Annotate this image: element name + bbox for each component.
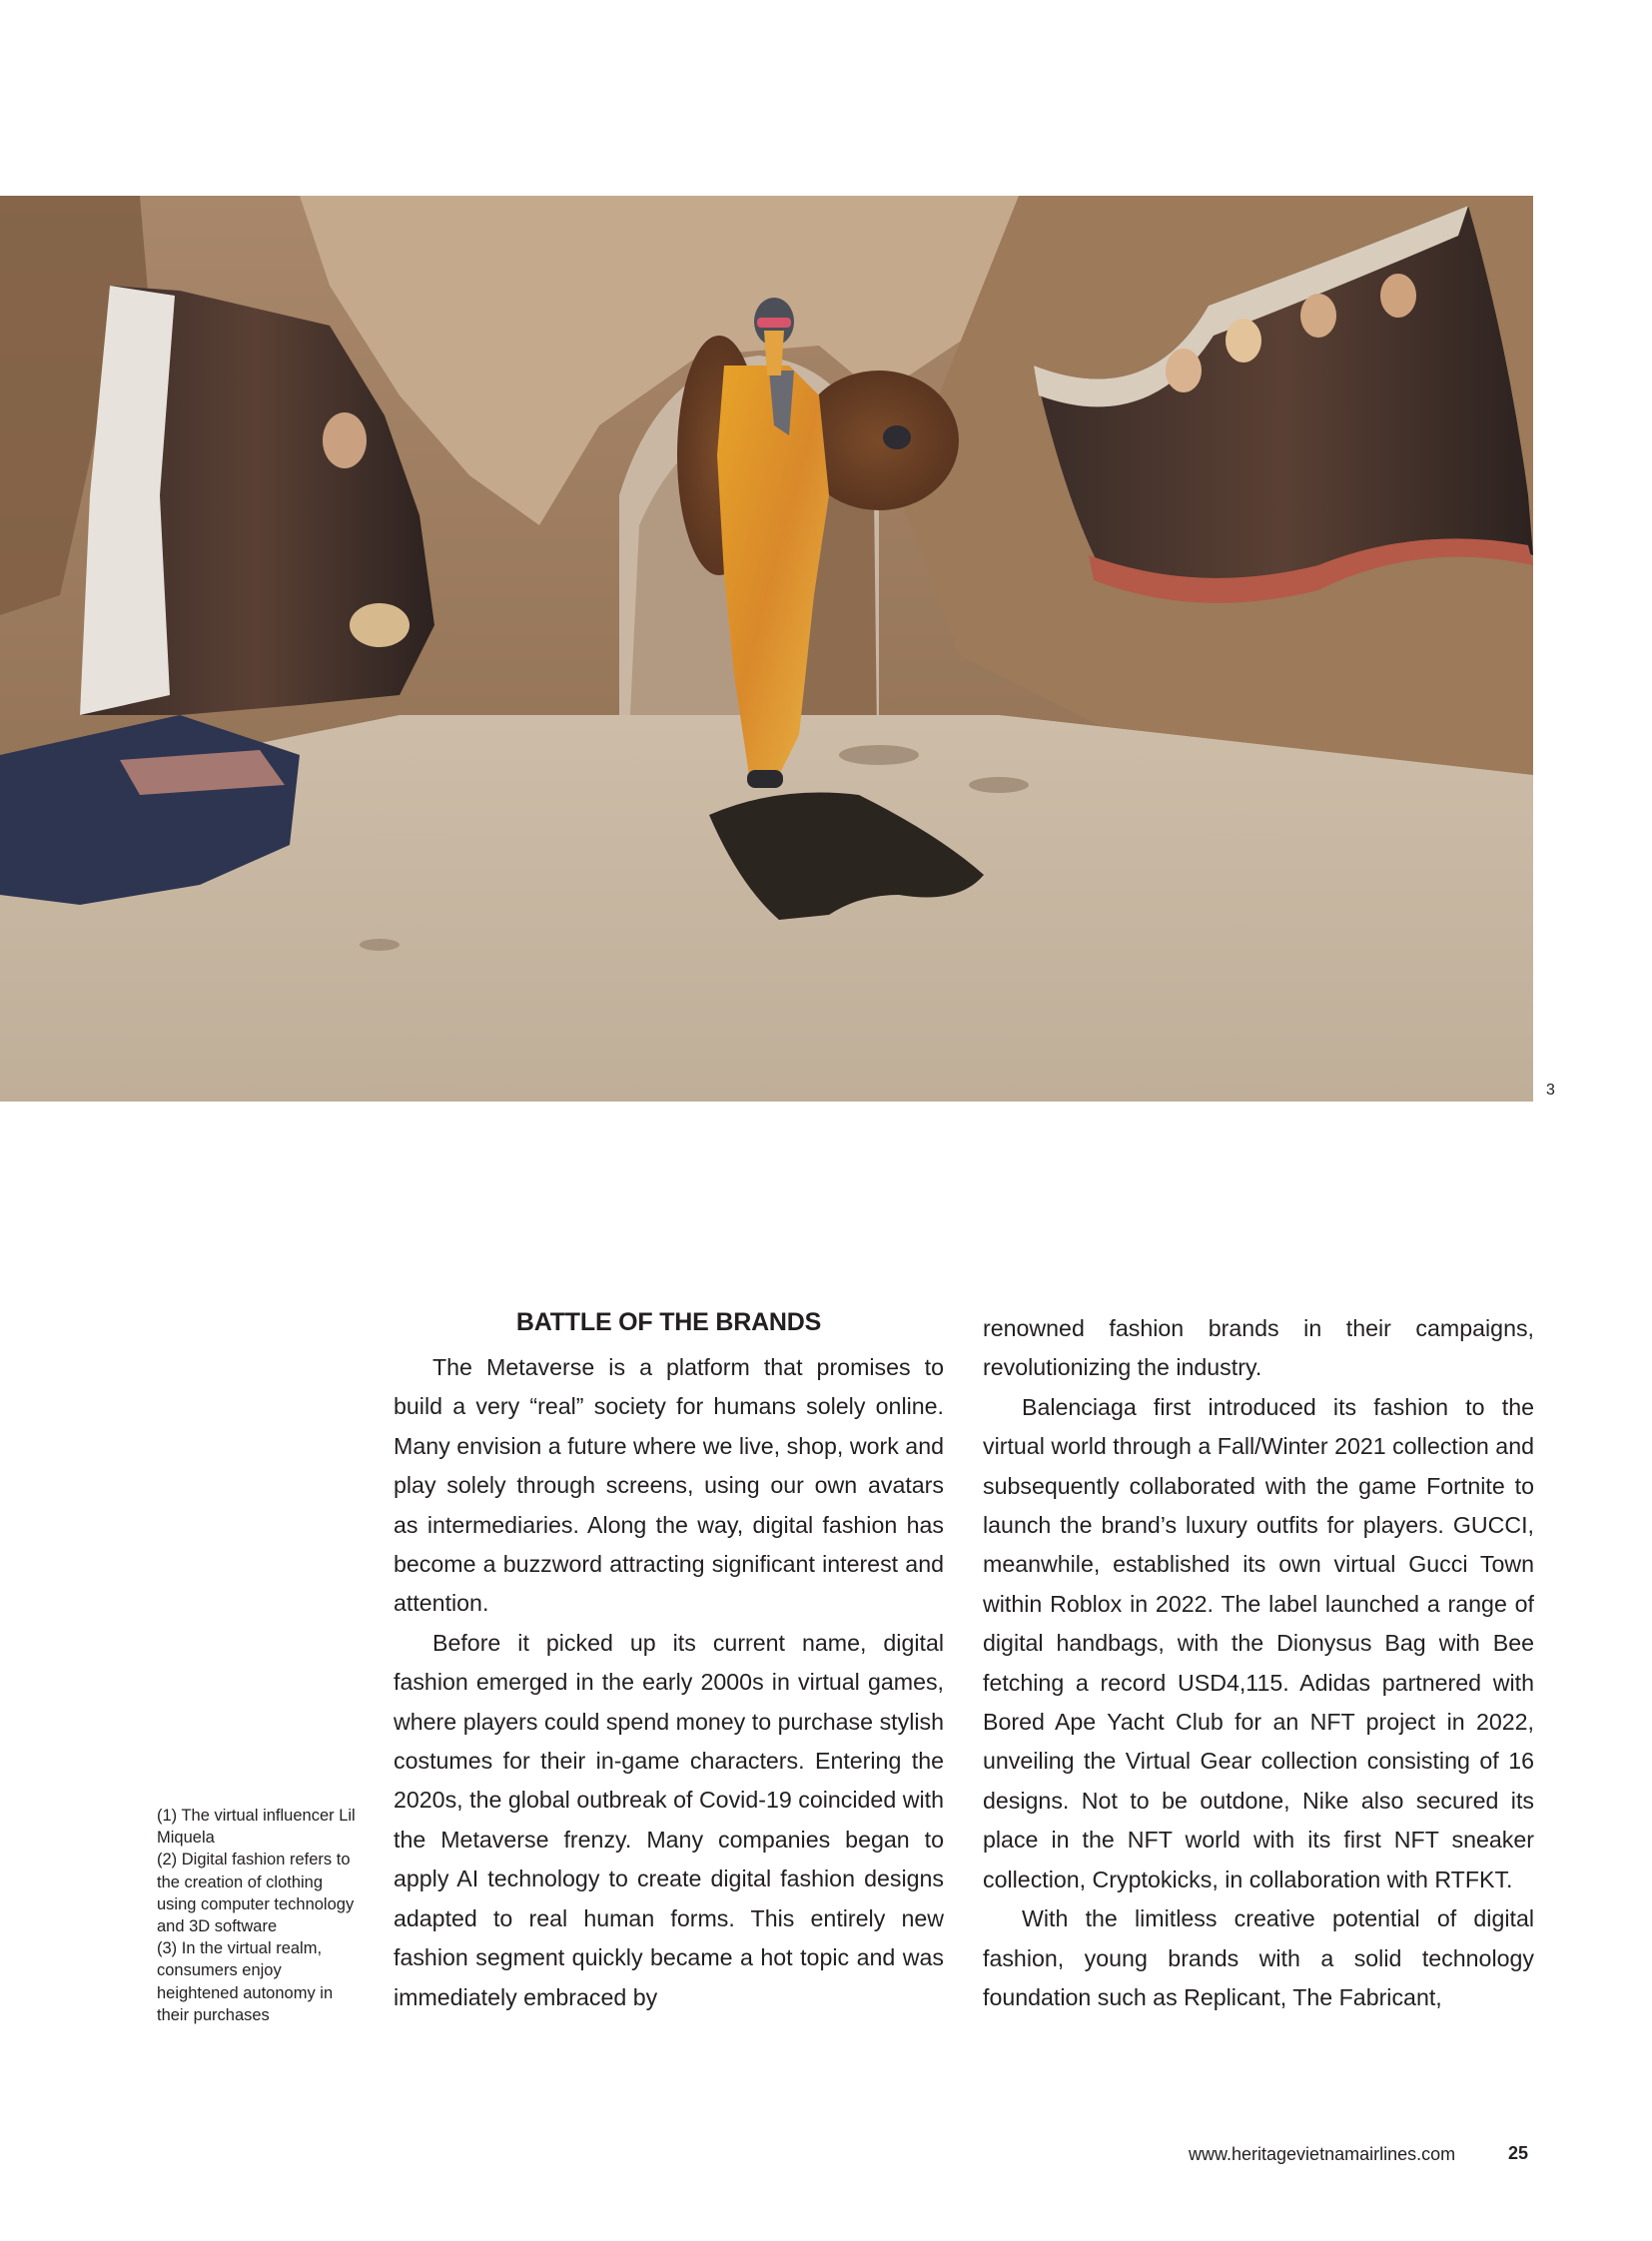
- fabric-face: [350, 603, 410, 647]
- paragraph: renowned fashion brands in their campaigns, revolutionizing the industry.: [983, 1315, 1534, 1381]
- paragraph: With the limitless creative potential of digital fashion, young brands with a solid technology foundation such as Replicant, The Fabricant,: [983, 1905, 1534, 2010]
- page-number: 25: [1508, 2143, 1529, 2163]
- photo-caption-number: 3: [1546, 1082, 1555, 1099]
- article-column-right: [983, 1309, 1534, 2017]
- footnote: (2) Digital fashion refers to the creation of clothing using computer technology and 3D software: [157, 1851, 355, 1936]
- paragraph: Balenciaga first introduced its fashion to the virtual world through a Fall/Winter 2021 collection and subsequently collaborated with the game Fortnite to launch the brand’s luxury outfits for players. GUCCI, meanwhile, established its own virtual Gucci Town within Roblox in 2022. The label launched a range of digital handbags, with the Dionysus Bag with Bee fetching a record USD4,115. Adidas partnered with Bored Ape Yacht Club for an NFT project in 2022, unveiling the Virtual Gear collection consisting of 16 designs. Not to be outdone, Nike also secured its place in the NFT world with its first NFT sneaker collection, Cryptokicks, in collaboration with RTFKT.: [983, 1393, 1534, 1892]
- figure-mask: [764, 331, 784, 375]
- figure-hand: [883, 425, 911, 449]
- banner-face: [1226, 319, 1261, 363]
- ground-rock: [360, 939, 400, 951]
- footer-url-link[interactable]: www.heritagevietnamairlines.com: [1189, 2144, 1456, 2164]
- paragraph: The Metaverse is a platform that promises to build a very “real” society for humans solely online. Many envision a future where we live, shop, work and play solely through screens, using our own avatars as intermediaries. Along the way, digital fashion has become a buzzword attracting significant interest and attention.: [394, 1354, 944, 1617]
- footnote: (3) In the virtual realm, consumers enjoy heightened autonomy in their purchases: [157, 1939, 334, 2024]
- banner-face: [1300, 294, 1336, 338]
- ground-rock: [839, 745, 919, 765]
- article-column-left: [394, 1348, 944, 2017]
- figure-boot: [747, 770, 783, 788]
- section-heading: BATTLE OF THE BRANDS: [515, 1308, 822, 1336]
- figure-goggles: [757, 318, 791, 328]
- hero-photo: [0, 196, 1533, 1102]
- photo-illustration: [0, 196, 1533, 1102]
- fabric-face: [323, 412, 367, 468]
- footnote: (1) The virtual influencer Lil Miquela: [157, 1807, 356, 1848]
- paragraph: Before it picked up its current name, digital fashion emerged in the early 2000s in virtual games, where players could spend money to purchase stylish costumes for their in-game characters. Entering the 2020s, the global outbreak of Covid-19 coincided with the Metaverse frenzy. Many companies began to apply AI technology to create digital fashion designs adapted to real human forms. This entirely new fashion segment quickly became a hot topic and was immediately embraced by: [394, 1629, 944, 2010]
- banner-face: [1380, 274, 1416, 318]
- footnotes: [157, 1805, 357, 2026]
- ground-rock: [969, 777, 1029, 793]
- banner-face: [1166, 349, 1202, 392]
